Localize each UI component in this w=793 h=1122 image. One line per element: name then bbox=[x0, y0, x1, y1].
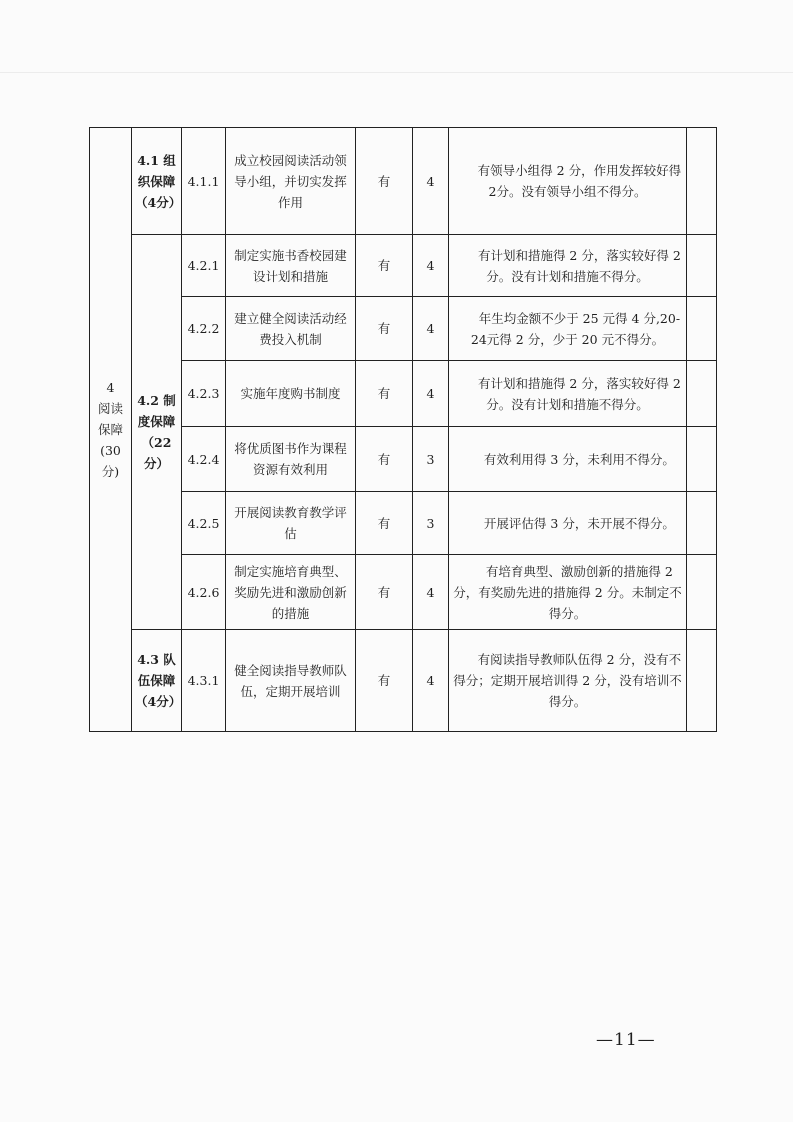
item-indicator: 健全阅读指导教师队伍，定期开展培训 bbox=[226, 630, 356, 732]
page-number: —11— bbox=[596, 1030, 656, 1050]
item-indicator: 实施年度购书制度 bbox=[226, 361, 356, 427]
remark-cell bbox=[687, 555, 717, 630]
item-points: 4 bbox=[413, 297, 449, 361]
item-indicator: 制定实施书香校园建设计划和措施 bbox=[226, 235, 356, 297]
table-row bbox=[90, 128, 717, 235]
table-row bbox=[90, 361, 717, 427]
group-title: 4.2 制度保障（22分） bbox=[132, 235, 182, 630]
item-criteria: 年生均金额不少于 25 元得 4 分,20-24元得 2 分，少于 20 元不得分。 bbox=[449, 297, 687, 361]
item-criteria: 有领导小组得 2 分，作用发挥较好得 2分。没有领导小组不得分。 bbox=[449, 128, 687, 235]
remark-cell bbox=[687, 427, 717, 492]
group-title: 4.1 组织保障（4分） bbox=[132, 128, 182, 235]
item-method: 有 bbox=[356, 427, 413, 492]
table-row bbox=[90, 630, 717, 732]
remark-cell bbox=[687, 128, 717, 235]
item-indicator: 开展阅读教育教学评估 bbox=[226, 492, 356, 555]
category-score: (30分) bbox=[100, 443, 121, 479]
item-code: 4.2.1 bbox=[182, 235, 226, 297]
remark-cell bbox=[687, 297, 717, 361]
item-criteria: 有效利用得 3 分，未利用不得分。 bbox=[449, 427, 687, 492]
item-points: 3 bbox=[413, 492, 449, 555]
group-title: 4.3 队伍保障（4分） bbox=[132, 630, 182, 732]
item-method: 有 bbox=[356, 297, 413, 361]
evaluation-table bbox=[89, 127, 717, 732]
item-code: 4.2.6 bbox=[182, 555, 226, 630]
item-code: 4.2.3 bbox=[182, 361, 226, 427]
category-cell bbox=[90, 128, 132, 732]
item-criteria: 有培育典型、激励创新的措施得 2分，有奖励先进的措施得 2 分。未制定不得分。 bbox=[449, 555, 687, 630]
item-indicator: 制定实施培育典型、奖励先进和激励创新的措施 bbox=[226, 555, 356, 630]
item-points: 4 bbox=[413, 361, 449, 427]
item-method: 有 bbox=[356, 630, 413, 732]
table-row bbox=[90, 297, 717, 361]
item-points: 4 bbox=[413, 235, 449, 297]
item-code: 4.2.4 bbox=[182, 427, 226, 492]
item-code: 4.2.2 bbox=[182, 297, 226, 361]
remark-cell bbox=[687, 492, 717, 555]
item-code: 4.1.1 bbox=[182, 128, 226, 235]
item-criteria: 开展评估得 3 分，未开展不得分。 bbox=[449, 492, 687, 555]
item-indicator: 将优质图书作为课程资源有效利用 bbox=[226, 427, 356, 492]
scan-edge-line bbox=[0, 72, 793, 73]
table-row bbox=[90, 427, 717, 492]
table-row bbox=[90, 235, 717, 297]
item-code: 4.2.5 bbox=[182, 492, 226, 555]
item-method: 有 bbox=[356, 235, 413, 297]
item-points: 3 bbox=[413, 427, 449, 492]
remark-cell bbox=[687, 630, 717, 732]
item-criteria: 有计划和措施得 2 分，落实较好得 2分。没有计划和措施不得分。 bbox=[449, 235, 687, 297]
item-points: 4 bbox=[413, 128, 449, 235]
remark-cell bbox=[687, 235, 717, 297]
category-name: 阅读保障 bbox=[97, 401, 123, 437]
item-method: 有 bbox=[356, 492, 413, 555]
table-row bbox=[90, 492, 717, 555]
item-points: 4 bbox=[413, 555, 449, 630]
category-number: 4 bbox=[106, 380, 115, 395]
table-row bbox=[90, 555, 717, 630]
remark-cell bbox=[687, 361, 717, 427]
item-indicator: 成立校园阅读活动领导小组，并切实发挥作用 bbox=[226, 128, 356, 235]
item-method: 有 bbox=[356, 128, 413, 235]
item-method: 有 bbox=[356, 361, 413, 427]
item-code: 4.3.1 bbox=[182, 630, 226, 732]
item-method: 有 bbox=[356, 555, 413, 630]
item-criteria: 有计划和措施得 2 分，落实较好得 2分。没有计划和措施不得分。 bbox=[449, 361, 687, 427]
item-points: 4 bbox=[413, 630, 449, 732]
item-criteria: 有阅读指导教师队伍得 2 分，没有不得分；定期开展培训得 2 分，没有培训不得分。 bbox=[449, 630, 687, 732]
item-indicator: 建立健全阅读活动经费投入机制 bbox=[226, 297, 356, 361]
